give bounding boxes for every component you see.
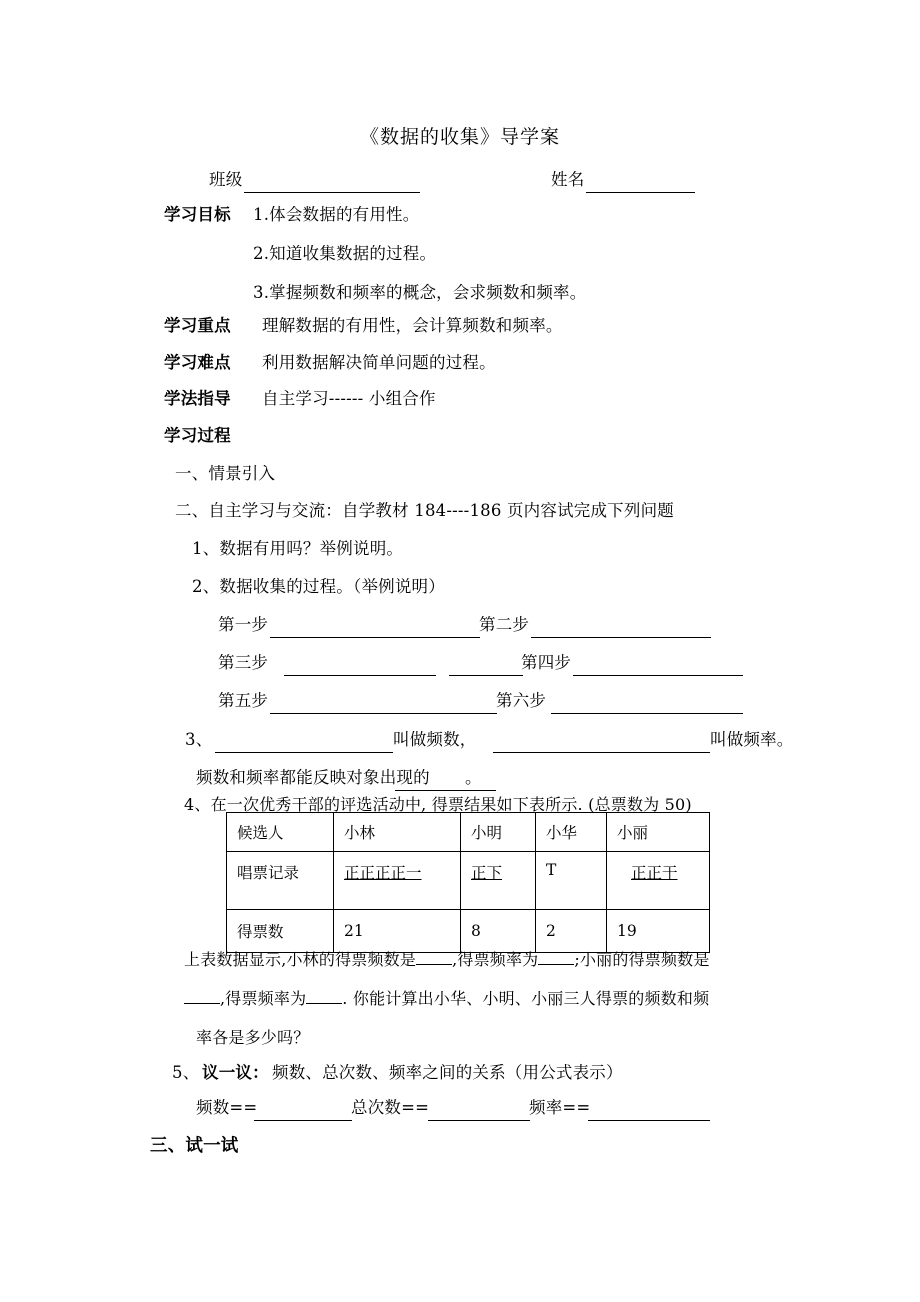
cell-votes-3: 2 bbox=[536, 910, 607, 953]
q4-blank-2[interactable] bbox=[538, 964, 574, 965]
difficulty-label: 学习难点 bbox=[164, 353, 231, 372]
step-4-label: 第四步 bbox=[521, 653, 572, 672]
cell-tally-3 bbox=[536, 852, 607, 910]
table-row-tally bbox=[227, 852, 710, 910]
cell-row-label-votes: 得票数 bbox=[227, 910, 334, 953]
question-1: 1、数据有用吗？举例说明。 bbox=[192, 539, 404, 558]
table-row-votes bbox=[227, 910, 710, 953]
cell-votes-1: 21 bbox=[334, 910, 461, 953]
step-5-label: 第五步 bbox=[218, 691, 269, 710]
q4-text-b: ,得票频率为 bbox=[452, 950, 539, 969]
question-5-text: 频数、总次数、频率之间的关系（用公式表示） bbox=[272, 1063, 623, 1082]
key-point-label: 学习重点 bbox=[164, 316, 231, 335]
formula-blank-rule-3[interactable] bbox=[588, 1120, 710, 1121]
tally-marks-2: 正下 bbox=[471, 864, 503, 882]
section-one-heading: 一、情景引入 bbox=[175, 464, 276, 483]
q4-text-e: . 你能计算出小华、小明、小丽三人得票的频数和频 bbox=[342, 989, 710, 1008]
formula-blank-rule-2[interactable] bbox=[428, 1120, 530, 1121]
section-three-heading: 三、试一试 bbox=[150, 1136, 239, 1156]
method-guidance-label: 学法指导 bbox=[164, 389, 231, 408]
section-two-heading: 二、自主学习与交流：自学教材 184----186 页内容试完成下列问题 bbox=[175, 501, 674, 520]
cell-row-label-tally: 唱票记录 bbox=[227, 852, 334, 910]
question-3-number: 3、 bbox=[185, 730, 213, 749]
question-3-line2-pre: 频数和频率都能反映对象出现的 bbox=[196, 768, 430, 787]
objective-item-3: 3.掌握频数和频率的概念，会求频数和频率。 bbox=[253, 283, 587, 302]
formula-blank-rule-1[interactable] bbox=[254, 1120, 352, 1121]
cell-candidate-3: 小华 bbox=[536, 813, 607, 852]
cell-candidate-2: 小明 bbox=[461, 813, 536, 852]
cell-candidate-1: 小林 bbox=[334, 813, 461, 852]
key-point-text: 理解数据的有用性，会计算频数和频率。 bbox=[262, 316, 563, 335]
question-4-followup-line-2 bbox=[184, 991, 709, 1007]
formula-label-2: 总次数== bbox=[351, 1098, 430, 1117]
formula-label-3: 频率== bbox=[529, 1098, 591, 1117]
cell-votes-2: 8 bbox=[461, 910, 536, 953]
question-4-followup-line-1 bbox=[184, 952, 710, 968]
formula-label-1: 频数== bbox=[196, 1098, 258, 1117]
q4-blank-4[interactable] bbox=[306, 1003, 342, 1004]
question-4-prompt: 4、在一次优秀干部的评选活动中, 得票结果如下表所示. (总票数为 50) bbox=[184, 795, 692, 814]
cell-tally-2 bbox=[461, 852, 536, 910]
tally-marks-3: T bbox=[546, 861, 557, 879]
question-4-followup-line-3: 率各是多少吗？ bbox=[196, 1028, 310, 1047]
q4-blank-1[interactable] bbox=[416, 964, 452, 965]
q4-text-a: 上表数据显示,小林的得票频数是 bbox=[184, 950, 417, 969]
objective-item-1: 1.体会数据的有用性。 bbox=[253, 205, 420, 224]
step-3-blank-rule-extra[interactable] bbox=[449, 675, 523, 676]
difficulty-text: 利用数据解决简单问题的过程。 bbox=[262, 353, 496, 372]
question-5-bold-label: 议一议： bbox=[202, 1063, 269, 1082]
question-3-mid-text: 叫做频数， bbox=[393, 730, 477, 749]
step-4-blank-rule[interactable] bbox=[573, 675, 743, 676]
question-2: 2、数据收集的过程。（举例说明） bbox=[192, 577, 445, 596]
vote-result-table bbox=[226, 812, 710, 953]
step-2-blank-rule[interactable] bbox=[531, 637, 711, 638]
class-blank-rule[interactable] bbox=[244, 192, 420, 193]
step-5-blank-rule[interactable] bbox=[270, 713, 497, 714]
step-1-blank-rule[interactable] bbox=[270, 637, 480, 638]
cell-row-label-candidate: 候选人 bbox=[227, 813, 334, 852]
question-5-number: 5、 bbox=[172, 1063, 200, 1082]
q4-text-d: ,得票频率为 bbox=[220, 989, 307, 1008]
class-label: 班级 bbox=[209, 170, 243, 189]
page-title: 《数据的收集》导学案 bbox=[359, 126, 560, 148]
step-6-label: 第六步 bbox=[496, 691, 547, 710]
question-3-blank-rule-2[interactable] bbox=[493, 752, 710, 753]
cell-tally-1 bbox=[334, 852, 461, 910]
cell-votes-4: 19 bbox=[607, 910, 710, 953]
q4-text-c: ;小丽的得票频数是 bbox=[574, 950, 710, 969]
objectives-label: 学习目标 bbox=[164, 205, 231, 224]
question-3-blank-rule-1[interactable] bbox=[215, 752, 393, 753]
question-3-blank-rule-3[interactable] bbox=[395, 790, 496, 791]
tally-marks-4: 正正干 bbox=[631, 864, 678, 882]
q4-blank-3[interactable] bbox=[184, 1003, 220, 1004]
step-6-blank-rule[interactable] bbox=[551, 713, 743, 714]
name-blank-rule[interactable] bbox=[586, 192, 695, 193]
method-guidance-text: 自主学习------ 小组合作 bbox=[262, 389, 436, 408]
step-3-label: 第三步 bbox=[218, 653, 269, 672]
objective-item-2: 2.知道收集数据的过程。 bbox=[253, 244, 437, 263]
cell-candidate-4: 小丽 bbox=[607, 813, 710, 852]
tally-marks-1: 正正正正一 bbox=[344, 864, 422, 882]
name-label: 姓名 bbox=[551, 170, 585, 189]
question-3-line2-post: 。 bbox=[465, 768, 482, 787]
step-1-label: 第一步 bbox=[218, 615, 269, 634]
step-2-label: 第二步 bbox=[479, 615, 530, 634]
process-heading: 学习过程 bbox=[164, 426, 231, 445]
cell-tally-4 bbox=[607, 852, 710, 910]
question-3-end-text: 叫做频率。 bbox=[710, 730, 794, 749]
table-row-candidates bbox=[227, 813, 710, 852]
step-3-blank-rule[interactable] bbox=[284, 675, 436, 676]
